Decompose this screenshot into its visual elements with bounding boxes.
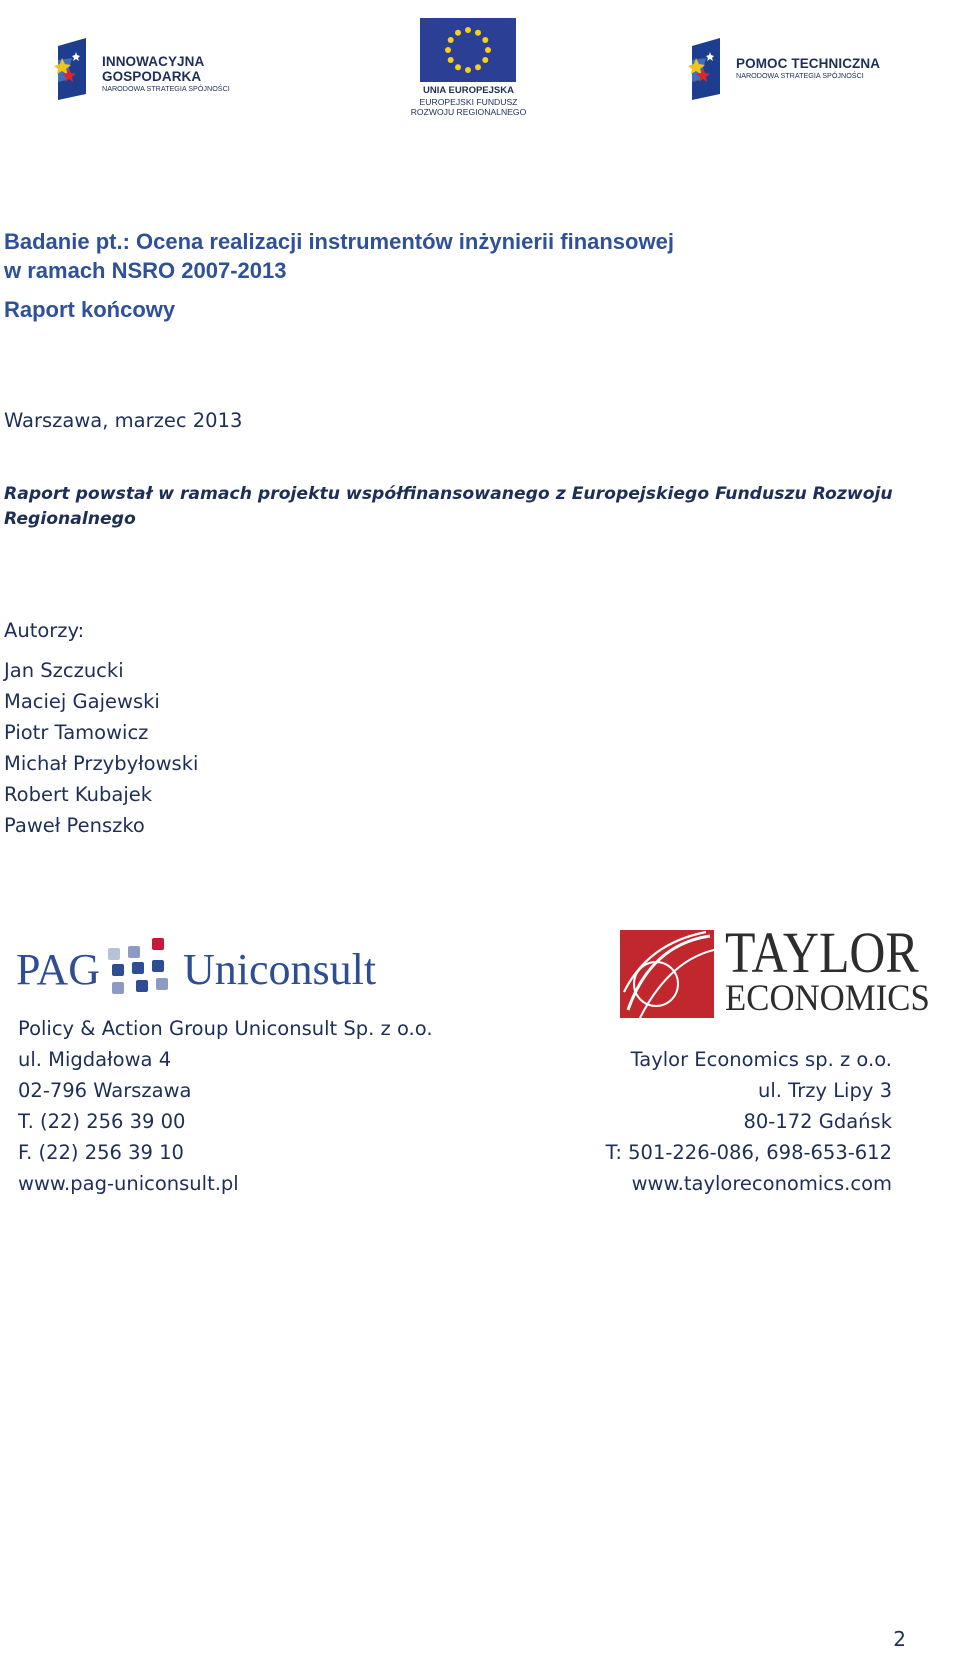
nss-flag-icon xyxy=(686,36,726,102)
company-website: www.pag-uniconsult.pl xyxy=(18,1172,239,1195)
eu-logo xyxy=(405,18,545,122)
taylor-economics-logo xyxy=(618,920,930,1020)
company-street: ul. Migdałowa 4 xyxy=(18,1048,172,1071)
pag-logo-text: PAG xyxy=(16,945,100,994)
report-title-line2: w ramach NSRO 2007-2013 xyxy=(4,258,287,283)
author-name: Paweł Penszko xyxy=(4,814,145,837)
logo-subtitle: NARODOWA STRATEGIA SPÓJNOŚCI xyxy=(736,71,864,80)
company-phone: T: 501-226-086, 698-653-612 xyxy=(605,1141,892,1164)
eu-logo-line2: EUROPEJSKI FUNDUSZ xyxy=(419,97,518,107)
author-name: Robert Kubajek xyxy=(4,783,153,806)
company-city: 80-172 Gdańsk xyxy=(743,1110,892,1133)
nss-flag-icon xyxy=(52,36,92,102)
economics-logo-text: ECONOMICS xyxy=(725,978,930,1019)
logo-title-line1: INNOWACYJNA xyxy=(102,54,205,69)
company-website: www.tayloreconomics.com xyxy=(631,1172,892,1195)
company-city: 02-796 Warszawa xyxy=(18,1079,192,1102)
logo-title-line2: GOSPODARKA xyxy=(102,69,202,84)
taylor-logo-text: TAYLOR xyxy=(725,920,919,985)
author-name: Maciej Gajewski xyxy=(4,690,160,713)
company-phone: T. (22) 256 39 00 xyxy=(18,1110,186,1133)
pomoc-techniczna-logo xyxy=(686,36,916,102)
eu-flag-icon xyxy=(420,18,516,82)
taylor-swoosh-icon xyxy=(620,930,714,1018)
funding-note: Raport powstał w ramach projektu współfinansowanego z Europejskiego Funduszu Rozwoju Regionalnego xyxy=(4,484,893,529)
logo-title: POMOC TECHNICZNA xyxy=(736,56,881,71)
authors-list xyxy=(4,655,198,841)
page-number: 2 xyxy=(893,1627,906,1651)
pag-contact-block xyxy=(18,1013,433,1199)
pag-uniconsult-logo xyxy=(16,932,376,1002)
eu-logo-line3: ROZWOJU REGIONALNEGO xyxy=(410,107,527,117)
report-title-line1: Badanie pt.: Ocena realizacji instrumentów inżynierii finansowej xyxy=(4,229,674,254)
author-name: Piotr Tamowicz xyxy=(4,721,149,744)
logo-subtitle: NARODOWA STRATEGIA SPÓJNOŚCI xyxy=(102,84,230,93)
authors-label: Autorzy: xyxy=(4,619,85,642)
author-name: Jan Szczucki xyxy=(4,659,124,682)
company-name: Taylor Economics sp. z o.o. xyxy=(630,1048,892,1071)
company-name: Policy & Action Group Uniconsult Sp. z o.o. xyxy=(18,1017,433,1040)
uniconsult-logo-text: Uniconsult xyxy=(183,945,377,994)
report-date: Warszawa, marzec 2013 xyxy=(4,409,243,432)
company-fax: F. (22) 256 39 10 xyxy=(18,1141,184,1164)
report-subtitle: Raport końcowy xyxy=(4,297,176,322)
company-street: ul. Trzy Lipy 3 xyxy=(757,1079,892,1102)
author-name: Michał Przybyłowski xyxy=(4,752,199,775)
taylor-contact-block xyxy=(606,1044,892,1199)
innowacyjna-gospodarka-logo xyxy=(52,36,242,102)
eu-logo-line1: UNIA EUROPEJSKA xyxy=(423,85,514,96)
